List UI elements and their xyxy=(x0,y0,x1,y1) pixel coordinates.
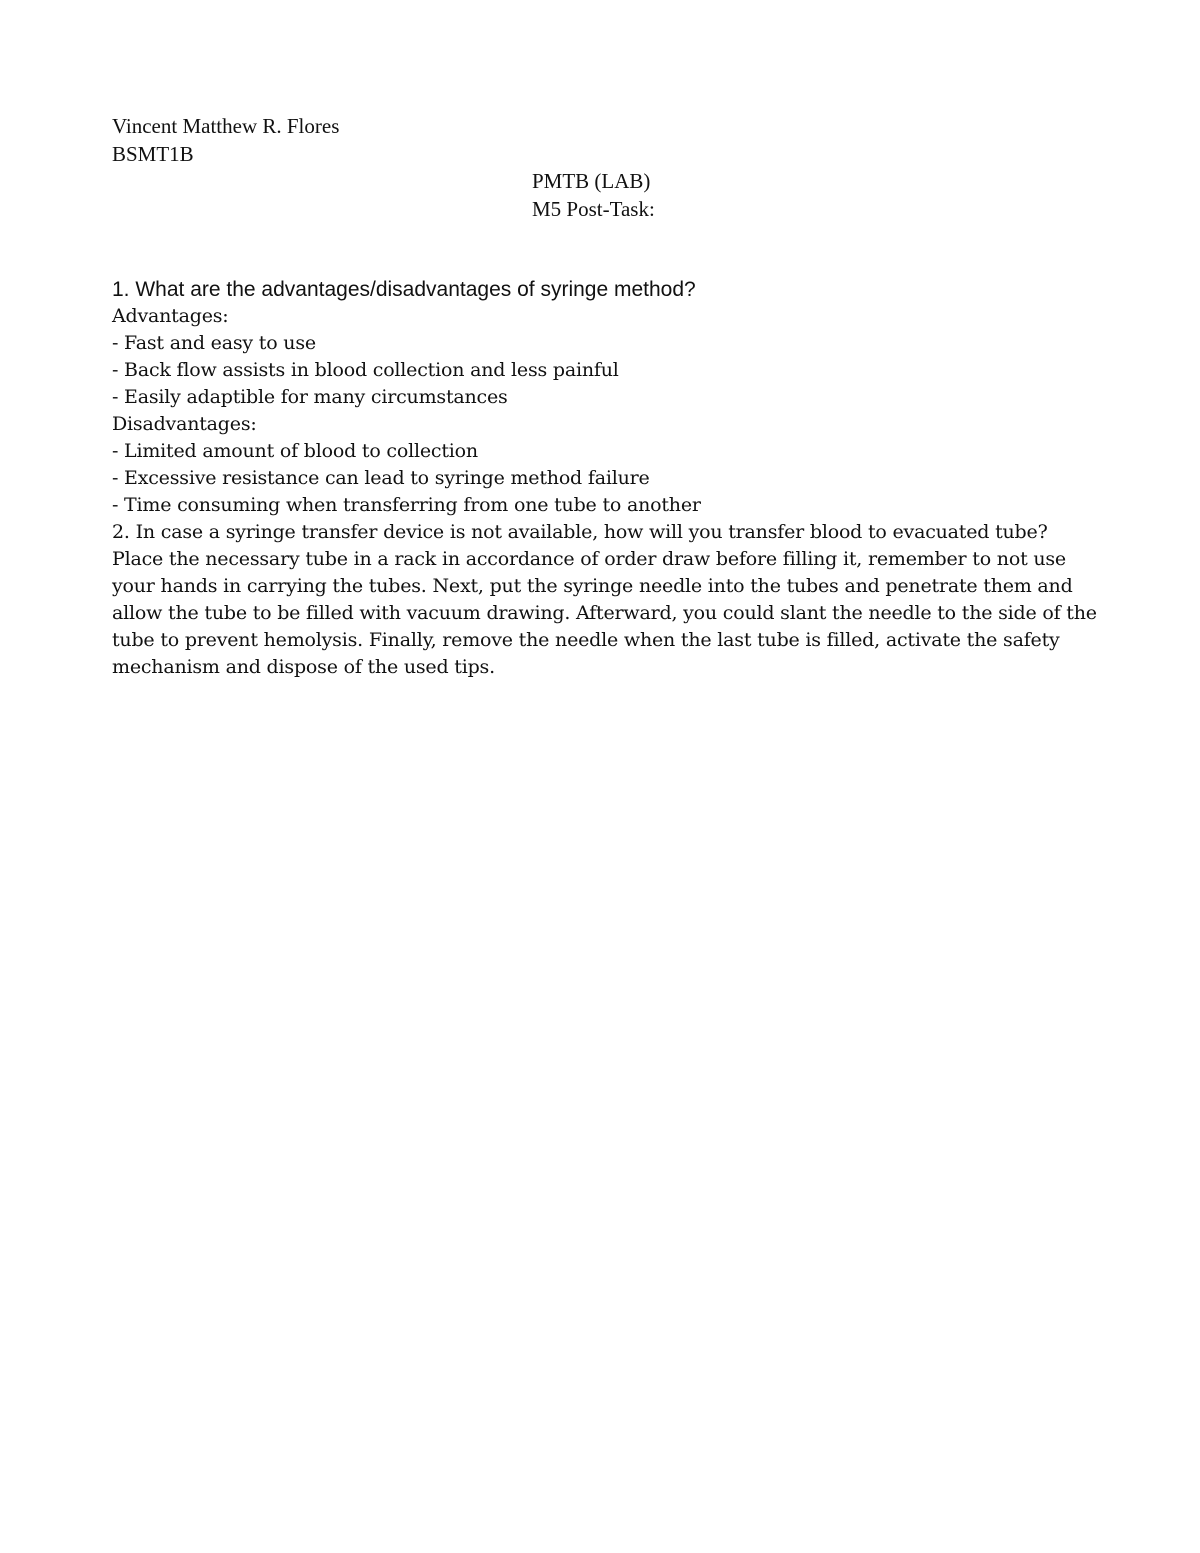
advantage-item: - Back flow assists in blood collection and less painful xyxy=(112,359,619,381)
student-section: BSMT1B xyxy=(112,142,194,166)
question-2: 2. In case a syringe transfer device is not available, how will you transfer blood to evacuated tube? xyxy=(112,521,1048,543)
disadvantage-item: - Time consuming when transferring from one tube to another xyxy=(112,494,701,516)
student-info xyxy=(112,112,339,168)
disadvantages-heading: Disadvantages: xyxy=(112,413,257,435)
advantage-item: - Fast and easy to use xyxy=(112,332,316,354)
document-body xyxy=(112,276,1102,681)
question-1: 1. What are the advantages/disadvantages of syringe method? xyxy=(112,278,696,301)
document-title xyxy=(532,167,655,223)
disadvantage-item: - Limited amount of blood to collection xyxy=(112,440,478,462)
advantages-heading: Advantages: xyxy=(112,305,229,327)
answer-2: Place the necessary tube in a rack in accordance of order draw before filling it, remember to not use your hands in carrying the tubes. Next, put the syringe needle into the tubes and penetrate them and allow the tube to be filled with vacuum drawing. Afterward, you could slant the needle to the side of the tube to prevent hemolysis. Finally, remove the needle when the last tube is filled, activate the safety mechanism and dispose of the used tips. xyxy=(112,548,1097,678)
advantage-item: - Easily adaptible for many circumstances xyxy=(112,386,508,408)
course-title: PMTB (LAB) xyxy=(532,169,651,193)
disadvantage-item: - Excessive resistance can lead to syringe method failure xyxy=(112,467,650,489)
task-title: M5 Post-Task: xyxy=(532,197,655,221)
student-name: Vincent Matthew R. Flores xyxy=(112,114,340,138)
